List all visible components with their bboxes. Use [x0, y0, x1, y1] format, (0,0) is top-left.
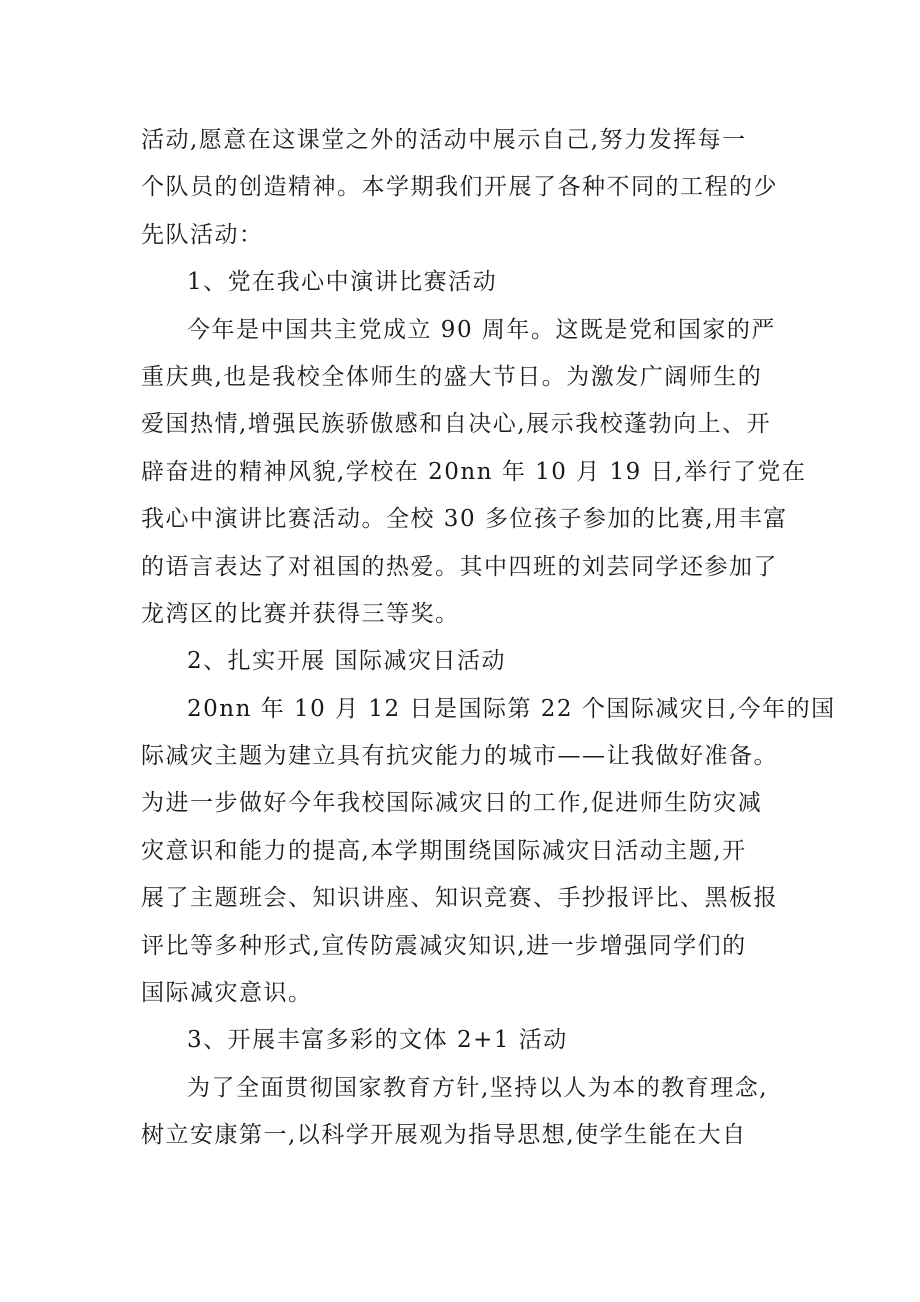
document-body	[141, 117, 836, 1160]
text-line: 重庆典,也是我校全体师生的盛大节日。为激发广阔师生的	[141, 363, 763, 390]
text-line: 展了主题班会、知识讲座、知识竞赛、手抄报评比、黑板报	[141, 885, 778, 912]
text-line: 灾意识和能力的提高,本学期围绕国际减灾日活动主题,开	[141, 837, 747, 864]
text-line: 国际减灾意识。	[141, 980, 313, 1007]
text-line: 龙湾区的比赛并获得三等奖。	[141, 600, 460, 627]
text-line: 爱国热情,增强民族骄傲感和自决心,展示我校蓬勃向上、开	[141, 411, 772, 438]
text-line: 的语言表达了对祖国的热爱。其中四班的刘芸同学还参加了	[141, 553, 778, 580]
text-line: 今年是中国共主党成立 90 周年。这既是党和国家的严	[187, 316, 776, 343]
text-line: 1、党在我心中演讲比赛活动	[187, 269, 498, 296]
text-line: 3、开展丰富多彩的文体 2+1 活动	[187, 1027, 568, 1054]
text-line: 活动,愿意在这课堂之外的活动中展示自己,努力发挥每一	[141, 127, 747, 153]
text-line: 际减灾主题为建立具有抗灾能力的城市——让我做好准备。	[141, 743, 778, 770]
text-line: 我心中演讲比赛活动。全校 30 多位孩子参加的比赛,用丰富	[141, 506, 788, 533]
text-line: 评比等多种形式,宣传防震减灾知识,进一步增强同学们的	[141, 932, 747, 959]
text-line: 先队活动：	[141, 221, 264, 248]
text-line: 树立安康第一,以科学开展观为指导思想,使学生能在大自	[141, 1122, 747, 1149]
text-line: 个队员的创造精神。本学期我们开展了各种不同的工程的少	[141, 174, 778, 201]
text-line: 2、扎实开展 国际减灾日活动	[187, 648, 506, 675]
text-line: 为了全面贯彻国家教育方针,坚持以人为本的教育理念,	[187, 1074, 769, 1101]
text-line: 20nn 年 10 月 12 日是国际第 22 个国际减灾日,今年的国	[187, 695, 836, 722]
text-line: 为进一步做好今年我校国际减灾日的工作,促进师生防灾减	[141, 790, 763, 817]
text-line: 辟奋进的精神风貌,学校在 20nn 年 10 月 19 日,举行了党在	[141, 458, 807, 485]
